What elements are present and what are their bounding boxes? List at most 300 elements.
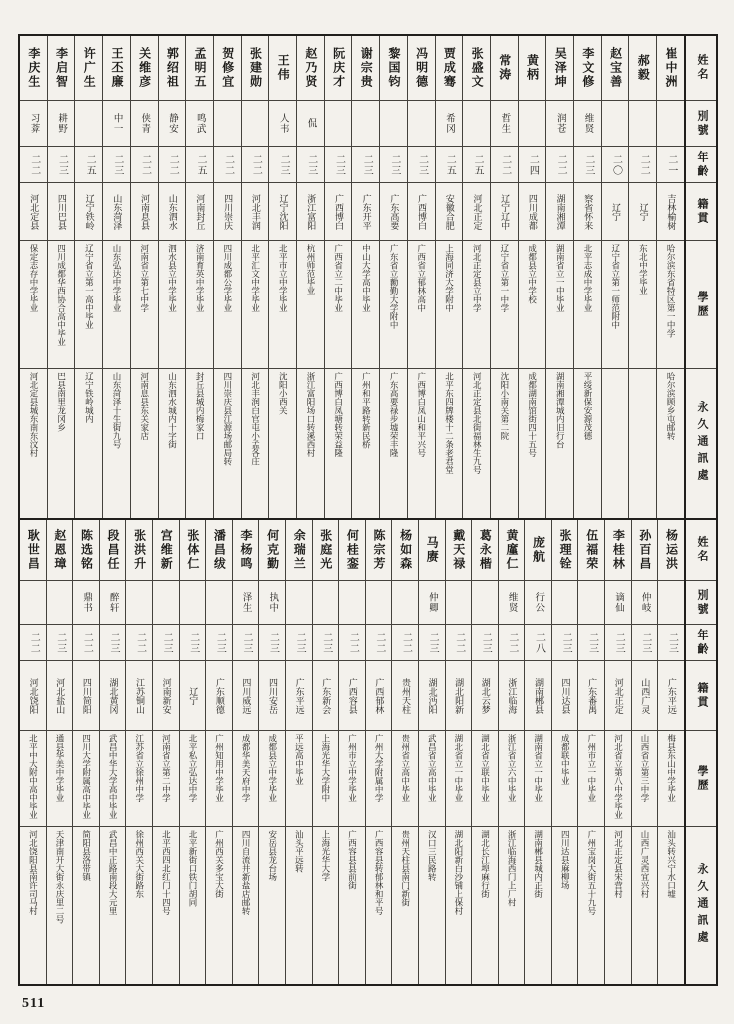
row-header-permanent-address: 永久通訊處 <box>686 368 716 518</box>
address-cell: 广西博白凤塘转荣益隆 <box>325 368 352 518</box>
alias-cell <box>446 580 472 624</box>
native-cell: 湖北云梦 <box>472 660 498 730</box>
alias-cell <box>602 100 629 146</box>
person-column <box>130 36 158 518</box>
native-cell: 河北饶阳 <box>20 660 46 730</box>
person-column <box>268 36 296 518</box>
age-cell: 二三 <box>153 624 179 660</box>
table-section-top <box>20 36 716 518</box>
name-cell: 李启智 <box>54 47 69 89</box>
address-cell: 武昌中正路南段大元里 <box>100 826 126 984</box>
address-cell: 湖南郴县城内正街 <box>525 826 551 984</box>
age-cell: 二三 <box>286 624 312 660</box>
person-column <box>524 520 551 984</box>
native-cell: 辽宁铁岭 <box>75 182 102 240</box>
address-cell: 简阳县洛带镇 <box>73 826 99 984</box>
age-cell: 二二 <box>491 146 518 182</box>
alias-cell <box>380 100 407 146</box>
alias-cell: 行公 <box>525 580 551 624</box>
person-column <box>656 36 684 518</box>
person-column <box>577 520 604 984</box>
row-header-column <box>684 520 716 984</box>
name-cell: 张盛文 <box>470 47 485 89</box>
address-cell: 沈阳小西关 <box>269 368 296 518</box>
education-cell: 泗水县立中学毕业 <box>159 240 186 368</box>
address-cell: 湖北阳新白沙铺上保村 <box>446 826 472 984</box>
native-cell: 广东平远 <box>658 660 684 730</box>
address-cell: 广州和平路转新民桥 <box>352 368 379 518</box>
address-cell: 浙江富阳场口转溪西村 <box>297 368 324 518</box>
alias-cell <box>472 580 498 624</box>
person-column <box>158 36 186 518</box>
alias-cell <box>286 580 312 624</box>
age-cell: 二五 <box>75 146 102 182</box>
age-cell: 二〇 <box>602 146 629 182</box>
education-cell: 江苏省立徐州中学 <box>126 730 152 826</box>
education-cell: 辽宁省立第一师范附中 <box>602 240 629 368</box>
name-cell: 马赓 <box>425 536 440 564</box>
education-cell: 湖北省立一中毕业 <box>446 730 472 826</box>
education-cell: 贵州省立高中毕业 <box>392 730 418 826</box>
education-cell: 辽宁省立第一中学 <box>491 240 518 368</box>
age-cell: 二二 <box>214 146 241 182</box>
age-cell: 二四 <box>519 146 546 182</box>
name-cell: 张庭光 <box>318 529 333 571</box>
address-cell: 四川达县麻柳场 <box>552 826 578 984</box>
age-cell: 二一 <box>657 146 684 182</box>
address-cell: 封丘县城内梅家口 <box>186 368 213 518</box>
age-cell: 二三 <box>233 624 259 660</box>
person-column <box>498 520 525 984</box>
alias-cell: 仲岐 <box>632 580 658 624</box>
native-cell: 湖北黄冈 <box>100 660 126 730</box>
name-cell: 陈选铭 <box>79 529 94 571</box>
person-column <box>232 520 259 984</box>
education-cell: 广东省立勷勤大学附中 <box>380 240 407 368</box>
age-cell: 二三 <box>352 146 379 182</box>
native-cell: 辽宁 <box>602 182 629 240</box>
alias-cell: 泽生 <box>233 580 259 624</box>
native-cell: 河北丰润 <box>242 182 269 240</box>
education-cell: 湖北省立联中毕业 <box>472 730 498 826</box>
person-column <box>258 520 285 984</box>
native-cell: 安徽合肥 <box>436 182 463 240</box>
education-cell: 梅县东山中学毕业 <box>658 730 684 826</box>
age-cell: 二三 <box>48 146 75 182</box>
person-column <box>20 36 47 518</box>
age-cell: 二二 <box>131 146 158 182</box>
alias-cell <box>552 580 578 624</box>
native-cell: 河北正定 <box>463 182 490 240</box>
alias-cell <box>366 580 392 624</box>
native-cell: 四川崇庆 <box>214 182 241 240</box>
alias-cell <box>578 580 604 624</box>
native-cell: 四川成都 <box>519 182 546 240</box>
person-column <box>338 520 365 984</box>
person-column <box>99 520 126 984</box>
person-column <box>391 520 418 984</box>
age-cell: 二二 <box>73 624 99 660</box>
education-cell: 河北省立第八中学毕业 <box>605 730 631 826</box>
name-cell: 宫维新 <box>159 529 174 571</box>
address-cell: 巴县南里龙冈乡 <box>48 368 75 518</box>
education-cell: 北平志成中学毕业 <box>574 240 601 368</box>
education-cell: 山东弘达中学毕业 <box>103 240 130 368</box>
address-cell: 河北正定县宋营村 <box>605 826 631 984</box>
native-cell: 山东泗水 <box>159 182 186 240</box>
native-cell: 四川巴县 <box>48 182 75 240</box>
native-cell: 河南息县 <box>131 182 158 240</box>
person-column <box>125 520 152 984</box>
age-cell: 二三 <box>578 624 604 660</box>
age-cell: 二三 <box>380 146 407 182</box>
alias-cell <box>242 100 269 146</box>
age-cell: 二二 <box>446 624 472 660</box>
person-column <box>74 36 102 518</box>
education-cell: 四川大学附属高中毕业 <box>73 730 99 826</box>
name-cell: 李文修 <box>580 47 595 89</box>
address-cell: 广西博白凤山和平兴号 <box>408 368 435 518</box>
education-cell: 哈尔滨东省特区第一中学 <box>657 240 684 368</box>
education-cell: 山西省立第三中学 <box>632 730 658 826</box>
address-cell: 沈阳小南关第二院 <box>491 368 518 518</box>
education-cell: 北平中大附中高中毕业 <box>20 730 46 826</box>
alias-cell: 哲生 <box>491 100 518 146</box>
name-cell: 关维彦 <box>137 47 152 89</box>
name-cell: 赵乃贤 <box>303 47 318 89</box>
row-header-permanent-address: 永久通訊處 <box>686 826 716 984</box>
education-cell: 广州市立中学毕业 <box>339 730 365 826</box>
name-cell: 何桂銮 <box>345 529 360 571</box>
address-cell: 安岳县龙台场 <box>259 826 285 984</box>
education-cell: 浙江省立六中毕业 <box>499 730 525 826</box>
person-column <box>445 520 472 984</box>
address-cell: 山东泗水城内十字街 <box>159 368 186 518</box>
page-number: 511 <box>22 996 46 1011</box>
alias-cell: 习葊 <box>20 100 47 146</box>
name-cell: 崔中洲 <box>664 47 678 89</box>
name-cell: 黎国钧 <box>386 47 401 89</box>
alias-cell <box>657 100 684 146</box>
age-cell: 二三 <box>259 624 285 660</box>
native-cell: 河北定县 <box>20 182 47 240</box>
education-cell: 广州知用中学毕业 <box>206 730 232 826</box>
age-cell: 二三 <box>574 146 601 182</box>
alias-cell: 鸣武 <box>186 100 213 146</box>
education-cell: 北平市立中学毕业 <box>269 240 296 368</box>
address-cell <box>602 368 629 518</box>
alias-cell <box>463 100 490 146</box>
alias-cell <box>47 580 73 624</box>
alias-cell <box>20 580 46 624</box>
name-cell: 郭绍祖 <box>165 47 180 89</box>
alias-cell: 维贤 <box>499 580 525 624</box>
native-cell: 辽宁沈阳 <box>269 182 296 240</box>
age-cell: 二三 <box>472 624 498 660</box>
age-cell: 二三 <box>552 624 578 660</box>
alias-cell: 静安 <box>159 100 186 146</box>
alias-cell: 谪仙 <box>605 580 631 624</box>
person-column <box>185 36 213 518</box>
address-cell: 河北饶阳县南许司马村 <box>20 826 46 984</box>
address-cell: 上海光华大学 <box>313 826 339 984</box>
age-cell: 二三 <box>180 624 206 660</box>
age-cell: 二二 <box>339 624 365 660</box>
alias-cell: 希冈 <box>436 100 463 146</box>
alias-cell <box>206 580 232 624</box>
address-cell: 北平东四牌楼十二条老君堂 <box>436 368 463 518</box>
age-cell: 二三 <box>658 624 684 660</box>
name-cell: 张体仁 <box>185 529 200 571</box>
person-column <box>179 520 206 984</box>
education-cell: 广西省立郁林高中 <box>408 240 435 368</box>
age-cell: 二三 <box>313 624 339 660</box>
native-cell: 四川简阳 <box>73 660 99 730</box>
alias-cell <box>392 580 418 624</box>
address-cell: 湖南湘潭城内旧行台 <box>546 368 573 518</box>
education-cell: 成都联中毕业 <box>552 730 578 826</box>
age-cell: 二二 <box>499 624 525 660</box>
person-column <box>296 36 324 518</box>
row-header-age: 年齡 <box>686 624 716 660</box>
address-cell: 汕头平远转 <box>286 826 312 984</box>
row-header-name: 姓名 <box>695 54 708 82</box>
person-column <box>657 520 684 984</box>
person-column <box>407 36 435 518</box>
name-cell: 庞航 <box>531 536 546 564</box>
person-column <box>631 520 658 984</box>
age-cell: 二三 <box>408 146 435 182</box>
alias-cell <box>126 580 152 624</box>
alias-cell <box>180 580 206 624</box>
person-column <box>72 520 99 984</box>
age-cell: 二三 <box>269 146 296 182</box>
row-header-education: 學歷 <box>686 240 716 368</box>
address-cell: 汉口三民路转 <box>419 826 445 984</box>
directory-table <box>18 34 718 986</box>
native-cell: 河南封丘 <box>186 182 213 240</box>
age-cell: 二二 <box>242 146 269 182</box>
person-column <box>418 520 445 984</box>
alias-cell <box>75 100 102 146</box>
education-cell: 河南省立第七中学 <box>131 240 158 368</box>
address-cell: 湖北长江埠麻行街 <box>472 826 498 984</box>
name-cell: 戴天禄 <box>451 529 466 571</box>
alias-cell: 耕野 <box>48 100 75 146</box>
alias-cell: 执中 <box>259 580 285 624</box>
education-cell: 广州市立一中毕业 <box>578 730 604 826</box>
alias-cell: 仲卿 <box>419 580 445 624</box>
education-cell: 中山大学高中毕业 <box>352 240 379 368</box>
age-cell: 二三 <box>206 624 232 660</box>
row-header-name: 姓名 <box>695 536 708 564</box>
person-column <box>601 36 629 518</box>
native-cell: 广东顺德 <box>206 660 232 730</box>
address-cell: 北平新街口铁门胡同 <box>180 826 206 984</box>
name-cell: 李杨鸣 <box>239 529 254 571</box>
table-section-bottom <box>20 518 716 984</box>
name-cell: 李桂林 <box>611 529 626 571</box>
age-cell: 二五 <box>463 146 490 182</box>
education-cell: 成都华美天府中学 <box>233 730 259 826</box>
native-cell: 广东开平 <box>352 182 379 240</box>
native-cell: 浙江富阳 <box>297 182 324 240</box>
native-cell: 湖南湘潭 <box>546 182 573 240</box>
education-cell: 成都县立中学毕业 <box>259 730 285 826</box>
name-cell: 孟明五 <box>193 47 208 89</box>
name-cell: 杨运洪 <box>664 529 679 571</box>
alias-cell: 人韦 <box>269 100 296 146</box>
row-header-age: 年齡 <box>686 146 716 182</box>
address-cell: 山东菏泽十生街九号 <box>103 368 130 518</box>
name-cell: 张建勋 <box>248 47 263 89</box>
native-cell: 河北盐山 <box>47 660 73 730</box>
name-cell: 黄廑仁 <box>504 529 519 571</box>
person-column <box>46 520 73 984</box>
name-cell: 李庆生 <box>26 47 41 89</box>
person-column <box>379 36 407 518</box>
education-cell: 河北正定县立中学 <box>463 240 490 368</box>
person-column <box>628 36 656 518</box>
address-cell: 广西容县县前街 <box>339 826 365 984</box>
name-cell: 张理铨 <box>558 529 573 571</box>
education-cell: 北平汇文中学毕业 <box>242 240 269 368</box>
person-column <box>324 36 352 518</box>
native-cell: 湖北沔阳 <box>419 660 445 730</box>
name-cell: 冯明德 <box>414 47 429 89</box>
address-cell: 山西广灵西宜兴村 <box>632 826 658 984</box>
alias-cell: 醉轩 <box>100 580 126 624</box>
name-cell: 黄柄 <box>525 54 540 82</box>
age-cell: 二二 <box>392 624 418 660</box>
name-cell: 贾成骞 <box>442 47 457 89</box>
person-column <box>241 36 269 518</box>
native-cell: 贵州天柱 <box>392 660 418 730</box>
alias-cell <box>313 580 339 624</box>
address-cell: 徐州西关大街路东 <box>126 826 152 984</box>
education-cell: 武昌中华大学高中毕业 <box>100 730 126 826</box>
age-cell: 二八 <box>525 624 551 660</box>
address-cell: 广东高要禄步墟荣丰隆 <box>380 368 407 518</box>
person-column <box>205 520 232 984</box>
education-cell: 上海光华大学附中 <box>313 730 339 826</box>
name-cell: 张洪升 <box>132 529 147 571</box>
education-cell: 东北中学毕业 <box>629 240 656 368</box>
person-column <box>545 36 573 518</box>
address-cell: 河北定县城东南东汶村 <box>20 368 47 518</box>
age-cell: 二二 <box>159 146 186 182</box>
name-cell: 阮庆才 <box>331 47 346 89</box>
person-column <box>47 36 75 518</box>
person-column <box>490 36 518 518</box>
address-cell: 贵州天柱县南门新街 <box>392 826 418 984</box>
address-cell: 河北正定县北街福林生九号 <box>463 368 490 518</box>
person-column <box>213 36 241 518</box>
education-cell: 上海同济大学附中 <box>436 240 463 368</box>
education-cell: 辽宁省立第一高中毕业 <box>75 240 102 368</box>
name-cell: 谢宗贵 <box>359 47 374 89</box>
person-column <box>551 520 578 984</box>
name-cell: 郝毅 <box>636 54 651 82</box>
name-cell: 赵恩璋 <box>52 529 67 571</box>
name-cell: 吴泽坤 <box>553 47 568 89</box>
name-cell: 许广生 <box>82 47 97 89</box>
name-cell: 余瑞兰 <box>292 529 307 571</box>
address-cell: 河北丰润白官屯小孟各庄 <box>242 368 269 518</box>
alias-cell <box>325 100 352 146</box>
alias-cell: 鼎书 <box>73 580 99 624</box>
native-cell: 河南新安 <box>153 660 179 730</box>
education-cell: 平远高中毕业 <box>286 730 312 826</box>
person-columns-bottom <box>20 520 684 984</box>
person-column <box>312 520 339 984</box>
native-cell: 辽宁辽中 <box>491 182 518 240</box>
native-cell: 湖北阳新 <box>446 660 472 730</box>
native-cell: 江苏铜山 <box>126 660 152 730</box>
address-cell: 成都湖南馆街四十五号 <box>519 368 546 518</box>
native-cell: 广西郁林 <box>366 660 392 730</box>
name-cell: 段昌任 <box>106 529 121 571</box>
native-cell: 广西博白 <box>325 182 352 240</box>
age-cell: 二三 <box>100 624 126 660</box>
person-column <box>435 36 463 518</box>
native-cell: 四川达县 <box>552 660 578 730</box>
education-cell: 广州大学附属中学 <box>366 730 392 826</box>
age-cell: 二三 <box>103 146 130 182</box>
native-cell: 广东番禺 <box>578 660 604 730</box>
education-cell: 四川成都华西协合高中毕业 <box>48 240 75 368</box>
name-cell: 杨如森 <box>398 529 413 571</box>
alias-cell <box>629 100 656 146</box>
person-column <box>102 36 130 518</box>
native-cell: 吉林榆树 <box>657 182 684 240</box>
name-cell: 贺修宜 <box>220 47 235 89</box>
name-cell: 赵宝善 <box>608 47 623 89</box>
age-cell: 二五 <box>436 146 463 182</box>
education-cell: 河南省立第二中学 <box>153 730 179 826</box>
native-cell: 辽宁 <box>180 660 206 730</box>
alias-cell: 侃 <box>297 100 324 146</box>
age-cell: 二三 <box>632 624 658 660</box>
education-cell: 广西省立二中毕业 <box>325 240 352 368</box>
person-column <box>462 36 490 518</box>
alias-cell: 中一 <box>103 100 130 146</box>
address-cell: 汕头转兴宁水口墟 <box>658 826 684 984</box>
education-cell: 济南育英中学毕业 <box>186 240 213 368</box>
person-columns-top <box>20 36 684 518</box>
address-cell: 北平西四北红门十四号 <box>153 826 179 984</box>
native-cell: 广东新会 <box>313 660 339 730</box>
name-cell: 葛永楷 <box>478 529 493 571</box>
name-cell: 孙百昌 <box>637 529 652 571</box>
address-cell: 辽宁铁岭城内 <box>75 368 102 518</box>
alias-cell <box>214 100 241 146</box>
address-cell: 平绥新保安源茂德 <box>574 368 601 518</box>
native-cell: 河北正定 <box>605 660 631 730</box>
name-cell: 潘昌绂 <box>212 529 227 571</box>
row-header-education: 學歷 <box>686 730 716 826</box>
name-cell: 王丕廉 <box>109 47 124 89</box>
native-cell: 湖南郴县 <box>525 660 551 730</box>
native-cell: 广西博白 <box>408 182 435 240</box>
name-cell: 耿世昌 <box>26 529 41 571</box>
address-cell: 广州宝岗大街五十九号 <box>578 826 604 984</box>
address-cell: 广西容县转郁林和平号 <box>366 826 392 984</box>
address-cell: 广州西关多宝大街 <box>206 826 232 984</box>
address-cell <box>629 368 656 518</box>
person-column <box>471 520 498 984</box>
row-header-native-place: 籍貫 <box>686 660 716 730</box>
